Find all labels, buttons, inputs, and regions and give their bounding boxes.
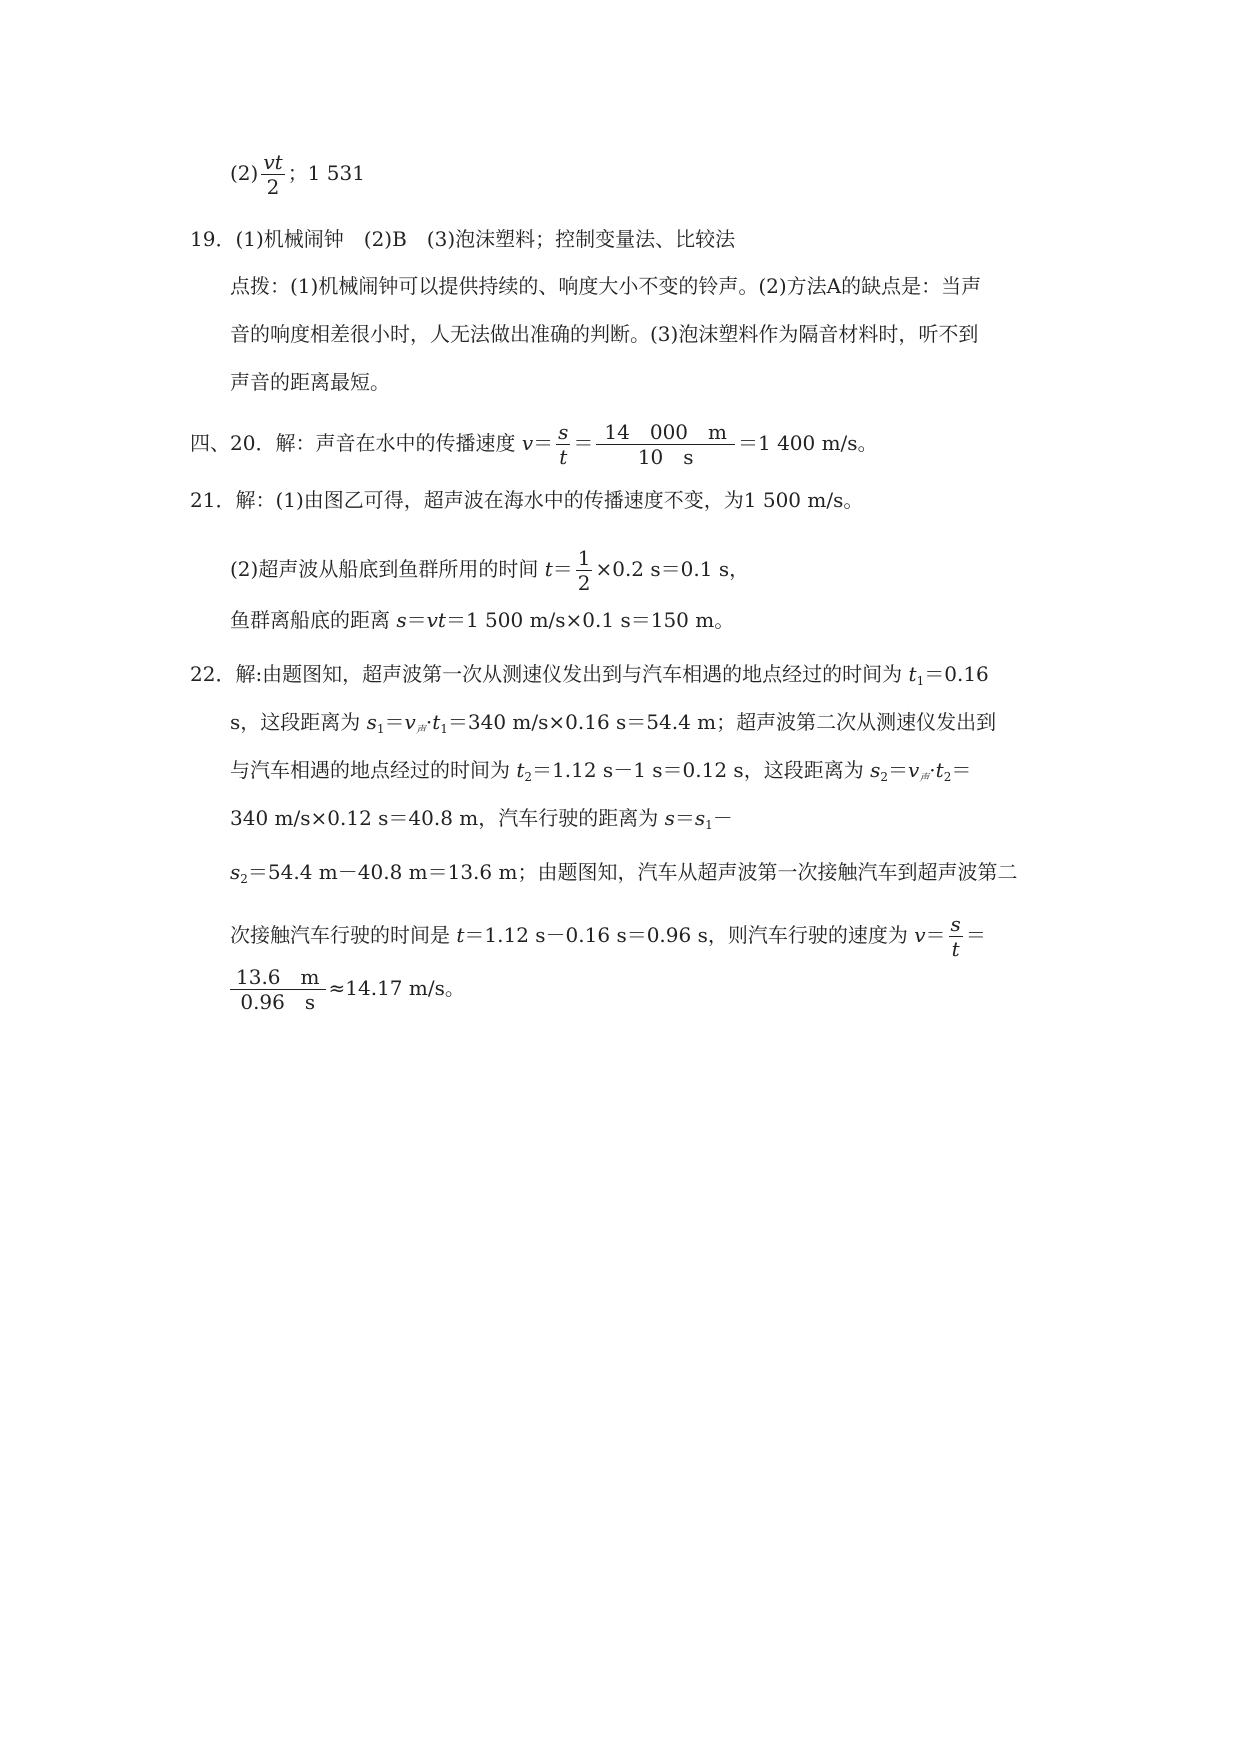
fraction bbox=[261, 150, 284, 199]
answer-22-line-2 bbox=[230, 708, 996, 745]
var: s bbox=[664, 806, 675, 830]
answer-21-3 bbox=[230, 606, 734, 634]
text: (2) bbox=[230, 161, 259, 185]
subscript: 声 bbox=[919, 773, 930, 784]
text: ＝1 500 m/s×0.1 s＝150 m。 bbox=[445, 608, 735, 632]
subscript: 1 bbox=[376, 722, 385, 736]
var: s bbox=[870, 758, 881, 782]
text: 340 m/s×0.12 s＝40.8 m，汽车行驶的距离为 bbox=[230, 806, 665, 830]
text: ＝ bbox=[951, 758, 972, 782]
text: 与汽车相遇的地点经过的时间为 bbox=[230, 758, 517, 782]
subscript: 2 bbox=[880, 770, 888, 784]
numerator: 13.6 m bbox=[230, 965, 326, 990]
text: · bbox=[929, 758, 936, 782]
numerator: 1 bbox=[577, 546, 591, 570]
text: 四、20．解：声音在水中的传播速度 bbox=[190, 431, 522, 455]
answer-22-line-3 bbox=[230, 756, 971, 793]
answer-22-line-5 bbox=[230, 858, 1017, 893]
text: s，这段距离为 bbox=[230, 710, 367, 734]
text: 鱼群离船底的距离 bbox=[230, 608, 397, 632]
hint-line-2: 音的响度相差很小时，人无法做出准确的判断。(3)泡沫塑料作为隔音材料时，听不到 bbox=[230, 322, 979, 346]
var: v bbox=[521, 431, 534, 455]
text: ＝1.12 s－0.16 s＝0.96 s，则汽车行驶的速度为 bbox=[464, 923, 915, 947]
answer-22-line-6 bbox=[230, 912, 986, 961]
denominator: 2 bbox=[577, 571, 591, 595]
text: ＝1.12 s－1 s＝0.12 s，这段距离为 bbox=[532, 758, 871, 782]
fraction bbox=[576, 546, 593, 595]
text: ＝1 400 m/s。 bbox=[737, 431, 878, 455]
var: t bbox=[516, 758, 525, 782]
hint-line-1: 点拨：(1)机械闹钟可以提供持续的、响度大小不变的铃声。(2)方法A的缺点是：当声 bbox=[230, 274, 982, 298]
subscript: 声 bbox=[415, 725, 426, 736]
answer-22-line-4 bbox=[230, 804, 733, 839]
numerator: 14 000 m bbox=[596, 420, 735, 445]
text: ＝54.4 m－40.8 m＝13.6 m；由题图知，汽车从超声波第一次接触汽车到超声波第二 bbox=[247, 860, 1018, 884]
text: ＝ bbox=[573, 431, 594, 455]
text: ＝ bbox=[674, 806, 695, 830]
text: · bbox=[425, 710, 433, 734]
text: ＝ bbox=[552, 557, 573, 581]
text: ＝ bbox=[887, 758, 908, 782]
text: 22．解:由题图知，超声波第一次从测速仪发出到与汽车相遇的地点经过的时间为 bbox=[190, 662, 909, 686]
var: s bbox=[366, 710, 377, 734]
numerator: vt bbox=[263, 150, 283, 174]
text: 次接触汽车行驶的时间是 bbox=[230, 923, 457, 947]
subscript: 2 bbox=[240, 872, 248, 886]
var: v bbox=[404, 710, 416, 734]
hint-line-3: 声音的距离最短。 bbox=[230, 370, 390, 394]
answer-22-line-7 bbox=[230, 965, 465, 1014]
text: － bbox=[712, 806, 733, 830]
var: s bbox=[230, 860, 241, 884]
subscript: 1 bbox=[440, 722, 448, 736]
var: t bbox=[432, 710, 441, 734]
var: vt bbox=[426, 608, 446, 632]
fraction bbox=[556, 420, 570, 469]
text: (2)超声波从船底到鱼群所用的时间 bbox=[230, 557, 545, 581]
answer-18-2 bbox=[230, 150, 365, 199]
fraction bbox=[230, 965, 326, 1014]
subscript: 2 bbox=[524, 770, 533, 784]
var: v bbox=[914, 923, 926, 947]
text: ＝ bbox=[533, 431, 554, 455]
denominator: t bbox=[559, 445, 568, 469]
text: ＝0.16 bbox=[924, 662, 989, 686]
subscript: 1 bbox=[916, 674, 925, 688]
answer-21-1: 21．解：(1)由图乙可得，超声波在海水中的传播速度不变，为1 500 m/s。 bbox=[190, 488, 864, 512]
subscript: 1 bbox=[705, 818, 713, 832]
text: ＝ bbox=[384, 710, 405, 734]
text: ×0.2 s＝0.1 s， bbox=[595, 557, 750, 581]
var: t bbox=[908, 662, 917, 686]
text: ＝ bbox=[965, 923, 986, 947]
text: ；1 531 bbox=[287, 161, 365, 185]
answer-20 bbox=[190, 420, 878, 469]
var: s bbox=[396, 608, 407, 632]
numerator: s bbox=[558, 420, 569, 444]
var: v bbox=[907, 758, 920, 782]
answer-21-2 bbox=[230, 546, 749, 595]
var: t bbox=[935, 758, 944, 782]
denominator: 0.96 s bbox=[240, 990, 316, 1014]
fraction bbox=[949, 912, 963, 961]
var: t bbox=[544, 557, 553, 581]
subscript: 2 bbox=[943, 770, 952, 784]
numerator: s bbox=[950, 912, 961, 936]
var: t bbox=[456, 923, 465, 947]
answer-22-line-1 bbox=[190, 660, 989, 695]
answer-19: 19．(1)机械闹钟 (2)B (3)泡沫塑料；控制变量法、比较法 bbox=[190, 227, 736, 251]
denominator: t bbox=[951, 937, 960, 961]
text: ＝ bbox=[406, 608, 427, 632]
var: s bbox=[694, 806, 706, 830]
fraction bbox=[596, 420, 735, 469]
text: ＝340 m/s×0.16 s＝54.4 m；超声波第二次从测速仪发出到 bbox=[447, 710, 997, 734]
denominator: 2 bbox=[266, 175, 280, 199]
denominator: 10 s bbox=[637, 445, 694, 469]
text: ≈14.17 m/s。 bbox=[328, 976, 465, 1000]
text: ＝ bbox=[925, 923, 946, 947]
